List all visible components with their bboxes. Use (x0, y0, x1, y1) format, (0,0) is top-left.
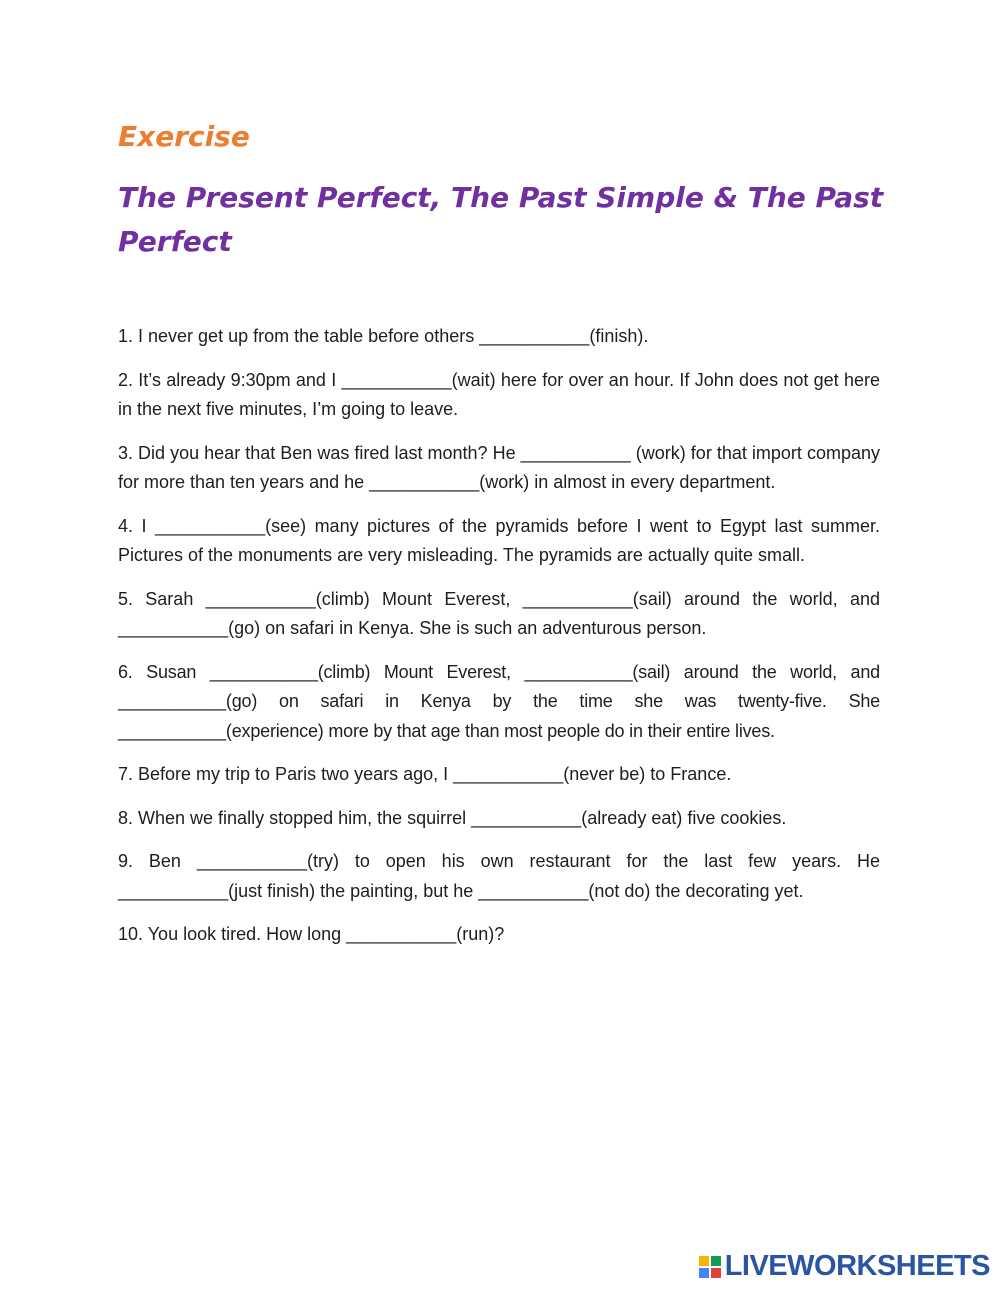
liveworksheets-logo-icon (699, 1256, 721, 1278)
question-8: 8. When we finally stopped him, the squirrel ___________(already eat) five cookies. (118, 807, 787, 828)
brand-name: LIVEWORKSHEETS (724, 1250, 990, 1282)
question-5: 5. Sarah ___________(climb) Mount Everest, ___________(sail) around the world, and ___________(go) on safari in Kenya. She is such an adventurous person. (118, 588, 880, 638)
question-9: 9. Ben ___________(try) to open his own restaurant for the last few years. He ___________(just finish) the painting, but he ___________(not do) the decorating yet. (118, 851, 880, 901)
question-10: 10. You look tired. How long ___________(run)? (118, 924, 505, 944)
question-4: 4. I ___________(see) many pictures of the pyramids before I went to Egypt last summer. Pictures of the monuments are very misleading. The pyramids are actually quite small. (118, 515, 880, 565)
question-3: 3. Did you hear that Ben was fired last month? He ___________ (work) for that import company for more than ten years and he ___________(work) in almost in every department. (118, 442, 880, 492)
liveworksheets-brand (699, 1250, 990, 1283)
question-6: 6. Susan ___________(climb) Mount Everest, ___________(sail) around the world, and ___________(go) on safari in Kenya by the time she was twenty-five. She ___________(experience) more by that age than most people do in their entire lives. (118, 661, 880, 741)
question-7: 7. Before my trip to Paris two years ago, I ___________(never be) to France. (118, 764, 732, 784)
page-title: The Present Perfect, The Past Simple & The Past Perfect (118, 181, 884, 258)
exercise-label: Exercise (118, 120, 250, 153)
question-2: 2. It’s already 9:30pm and I ___________(wait) here for over an hour. If John does not get here in the next five minutes, I’m going to leave. (118, 369, 880, 419)
question-1: 1. I never get up from the table before others ___________(finish). (118, 326, 649, 346)
questions-list (118, 322, 880, 964)
